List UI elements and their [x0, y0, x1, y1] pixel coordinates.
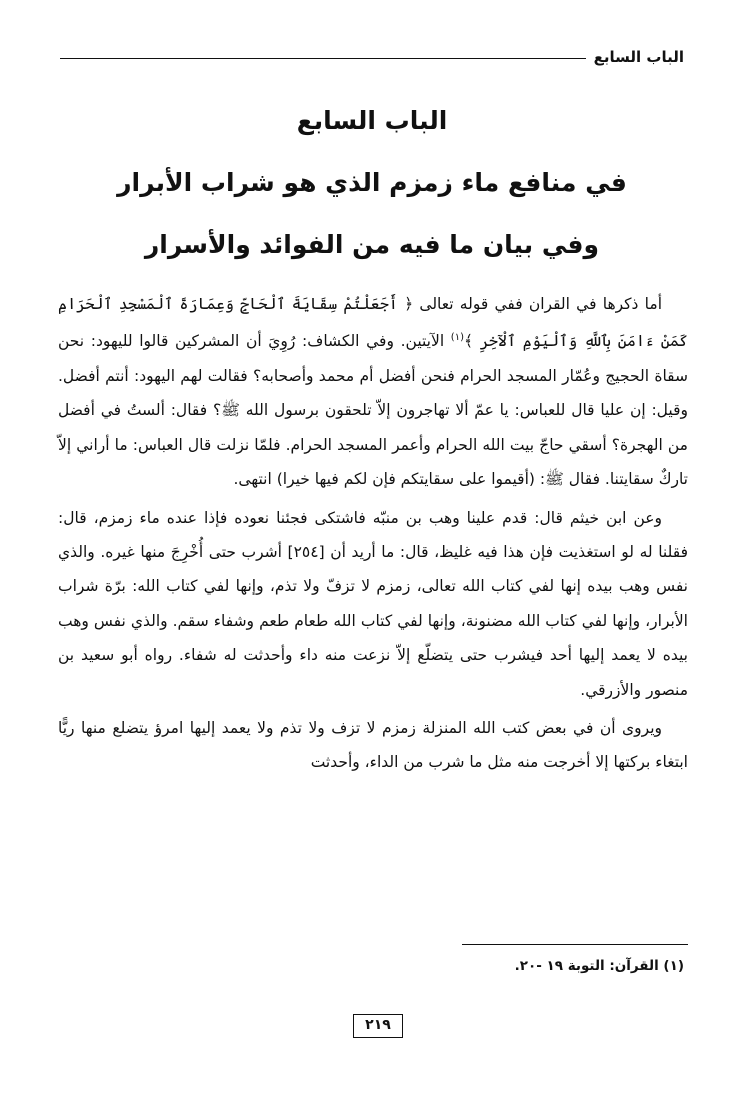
quran-verse: ﴿ أَجَعَلْتُمْ سِقَايَةَ ٱلْحَاجِّ وَعِمَارَةَ ٱلْمَسْجِدِ ٱلْحَرَامِ كَمَنْ ءَامَنَ بِٱللَّهِ وَٱلْيَوْمِ ٱلْآخِرِ ﴾: [58, 295, 688, 351]
chapter-subtitle-2: وفي بيان ما فيه من الفوائد والأسرار: [144, 230, 600, 259]
footnote-rule: [462, 944, 688, 945]
paragraph-1-intro: أما ذكرها في القران ففي قوله تعالى: [413, 295, 662, 313]
paragraph-3: ويروى أن في بعض كتب الله المنزلة زمزم لا تزف ولا تذم ولا يعمد إليها امرؤ يتضلع منها ريًّا ابتغاء بركتها إلا أخرجت منه مثل ما شرب من الداء، وأحدثت: [58, 719, 688, 772]
footnote: (١) القرآن: التوبة ١٩ -٢٠.: [514, 958, 684, 974]
paragraph-2: وعن ابن خيثم قال: قدم علينا وهب بن منبّه فاشتكى فجئنا نعوده فإذا عنده ماء زمزم، قال: فقلنا له لو استغذيت فإن هذا فيه غليظ، قال: ما أريد أن [٢٥٤] أشرب حتى أُخْرِجَ منها غيره. والذي نفس وهب بيده إنها لفي كتاب الله تعالى، زمزم لا تزفّ ولا تذم، وإنها لفي كتاب الله: برّة شراب الأبرار، وإنها لفي كتاب الله مضنونة، وإنها لفي كتاب الله طعام طعم وشفاء سقم. والذي نفس وهب بيده لا يعمد إليها أحد فيشرب حتى يتضلّع إلاّ نزعت منه داء وأحدثت له شفاء. رواه أبو سعيد بن منصور والأزرقي.: [58, 508, 688, 699]
header-rule: [60, 58, 586, 59]
paragraph-1-rest: الآيتين. وفي الكشاف: رُوِيَ أن المشركين قالوا لليهود: نحن سقاة الحجيج وعُمّار المسجد الحرام فنحن أفضل أم محمد وأصحابه؟ فقالت لهم اليهود: أنتم أفضل. وقيل: إن عليا قال للعباس: يا عمّ ألا تهاجرون إلاّ تلحقون برسول الله ﷺ؟ فقال: ألستُ في أفضل من الهجرة؟ أسقي حاجّ بيت الله الحرام وأعمر المسجد الحرام. فلمّا نزلت قال العباس: ما أراني إلاّ تاركٌ سقايتنا. فقال ﷺ: (أقيموا على سقايتكم فإن لكم فيها خيرا) انتهى.: [58, 332, 688, 489]
running-header: [60, 44, 684, 70]
running-header-chapter-label: الباب السابع: [593, 48, 684, 66]
page-number: ٢١٩: [353, 1014, 403, 1038]
chapter-title: الباب السابع: [296, 106, 448, 135]
paragraph-1: [58, 287, 688, 497]
body-text: [58, 287, 688, 784]
chapter-subtitle-1: في منافع ماء زمزم الذي هو شراب الأبرار: [117, 168, 627, 197]
footnote-marker: (١): [450, 332, 464, 344]
